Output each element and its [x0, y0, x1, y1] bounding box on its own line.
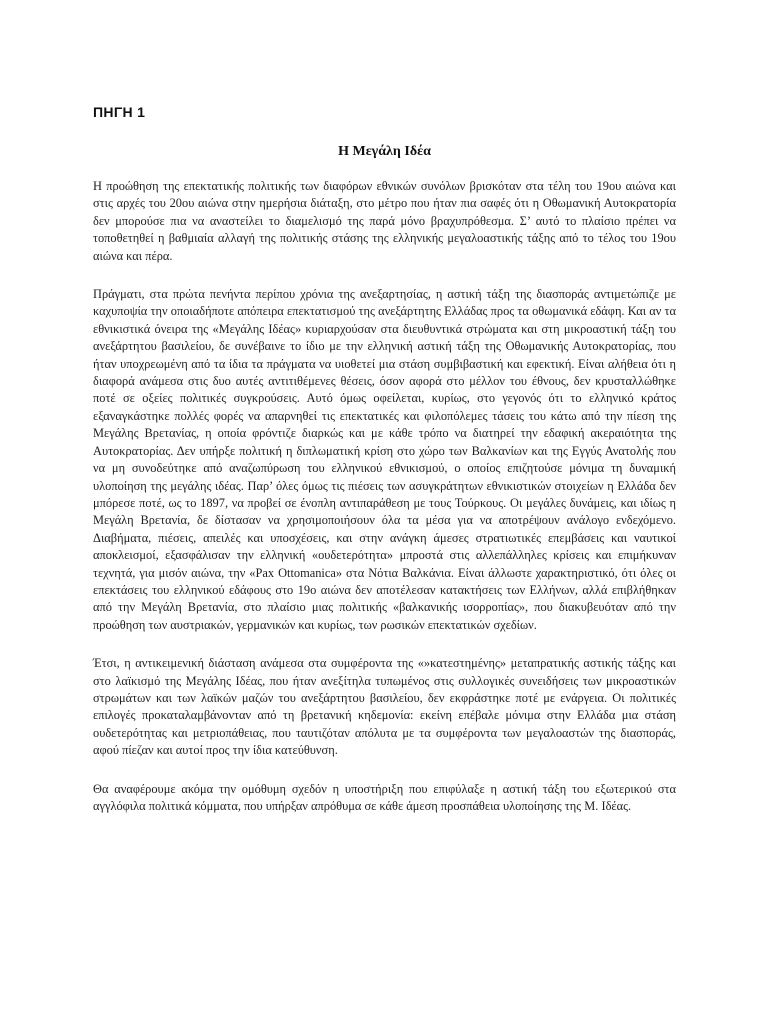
paragraph: Η προώθηση της επεκτατικής πολιτικής των διαφόρων εθνικών συνόλων βρισκόταν στα τέλη του 19ου αιώνα και στις αρχές του 20ου αιώνα στην ημερήσια διάταξη, στο μέτρο που ήταν πια σαφές ότι η Οθωμανική Αυτοκρατορία δεν μπορούσε πια να αναστείλει το διαμελισμό της παρά μόνο βραχυπρόθεσμα. Σ’ αυτό το πλαίσιο πρέπει να τοποθετηθεί η βαθμιαία αλλαγή της πολιτικής στάσης της ελληνικής μεγαλοαστικής τάξης από το τέλος του 19ου αιώνα και πέρα. [93, 179, 676, 263]
paragraph: Πράγματι, στα πρώτα πενήντα περίπου χρόνια της ανεξαρτησίας, η αστική τάξη της διασποράς αντιμετώπιζε με καχυποψία την οποιαδήποτε απόπειρα επεκτατισμού της ανεξάρτητης Ελλάδας προς τα οθωμανικά εδάφη. Και αν τα εθνικιστικά όνειρα της «Μεγάλης Ιδέας» κυριαρχούσαν στα διευθυντικά στρώματα και στη μικροαστική τάξη του ανεξάρτητου βασιλείου, δε συνέβαινε το ίδιο με την ελληνική αστική τάξη της Οθωμανικής Αυτοκρατορίας, που ήταν υποχρεωμένη από τα ίδια τα πράγματα να υιοθετεί μια στάση συμβιβαστική και εφεκτική. Είναι αλήθεια ότι η διαφορά ανάμεσα στις δυο αυτές αντιτιθέμενες θέσεις, όσον αφορά στο μέλλον του έθνους, δεν κρυσταλλώθηκε ποτέ σε οξείες πολιτικές συγκρούσεις. Αυτό όμως οφείλεται, κυρίως, στο γεγονός ότι το ελληνικό κράτος εξαναγκάστηκε πολλές φορές να απαρνηθεί τις επεκτατικές και φιλοπόλεμες τάσεις του κάτω από την πίεση της Μεγάλης Βρετανίας, η οποία φρόντιζε διαρκώς και με κάθε τρόπο να διατηρεί την εδαφική ακεραιότητα της Αυτοκρατορίας. Δεν υπήρξε πολιτική η διπλωματική κρίση στο χώρο των Βαλκανίων και της Εγγύς Ανατολής που να μη συνοδεύτηκε από αναζωπύρωση του ελληνικού εθνικισμού, ο οποίος επιζητούσε μόνιμα τη δυναμική υλοποίηση της μεγάλης ιδέας. Παρ’ όλες όμως τις πιέσεις των ασυγκράτητων εθνικιστικών στοιχείων η Ελλάδα δεν μπόρεσε ποτέ, ως το 1897, να προβεί σε ένοπλη αντιπαράθεση με τους Τούρκους. Οι μεγάλες δυνάμεις, και ιδίως η Μεγάλη Βρετανία, δε δίστασαν να χρησιμοποιήσουν όλα τα μέσα για να αποτρέψουν ανάλογο ενδεχόμενο. Διαβήματα, πιέσεις, απειλές και υποσχέσεις, και στην ανάγκη άμεσες στρατιωτικές επεμβάσεις και ναυτικοί αποκλεισμοί, εξασφάλισαν την ελληνική «ουδετερότητα» μπροστά στις αλλεπάλληλες κρίσεις και επιμήκυναν τεχνητά, για μισόν αιώνα, την «Pax Ottomanica» στα Νότια Βαλκάνια. Είναι άλλωστε χαρακτηριστικό, ότι όλες οι επεκτάσεις του ελληνικού εδάφους στο 19ο αιώνα δεν αποτέλεσαν κατακτήσεις των Ελλήνων, αλλά επιβλήθηκαν από την Μεγάλη Βρετανία, στο πλαίσιο μιας πολιτικής «βαλκανικής ισορροπίας», που διακυβευόταν από την προώθηση των αυστριακών, γερμανικών και κυρίως, των ρωσικών επεκτατικών σχεδίων. [93, 287, 676, 632]
document-title: Η Μεγάλη Ιδέα [338, 144, 431, 159]
paragraph: Θα αναφέρουμε ακόμα την ομόθυμη σχεδόν η υποστήριξη που επιφύλαξε η αστική τάξη του εξωτερικού στα αγγλόφιλα πολιτικά κόμματα, που υπήρξαν απρόθυμα σε κάθε άμεση προσπάθεια υλοποίησης της Μ. Ιδέας. [93, 781, 676, 813]
document-body [93, 178, 676, 836]
source-label: ΠΗΓΗ 1 [93, 104, 146, 120]
paragraph: Έτσι, η αντικειμενική διάσταση ανάμεσα στα συμφέροντα της «»κατεστημένης» μεταπρατικής αστικής τάξης και στο λαϊκισμό της Μεγάλης Ιδέας, που ήταν ανεξίτηλα τυπωμένος στις συλλογικές συνειδήσεις των μικροαστικών στρωμάτων και των λαϊκών μαζών του ανεξάρτητου βασιλείου, δεν εκφράστηκε ποτέ με ενάργεια. Οι πολιτικές επιλογές προκαταλαμβάνονταν από τη βρετανική κηδεμονία: εκείνη επέβαλε μόνιμα στην Ελλάδα μια στάση ουδετερότητας και μετριοπάθειας, που ταυτιζόταν απόλυτα με τα συμφέροντα των μεγαλοαστών της διασποράς, αφού πίεζαν και αυτοί προς την ίδια κατεύθυνση. [93, 656, 676, 758]
